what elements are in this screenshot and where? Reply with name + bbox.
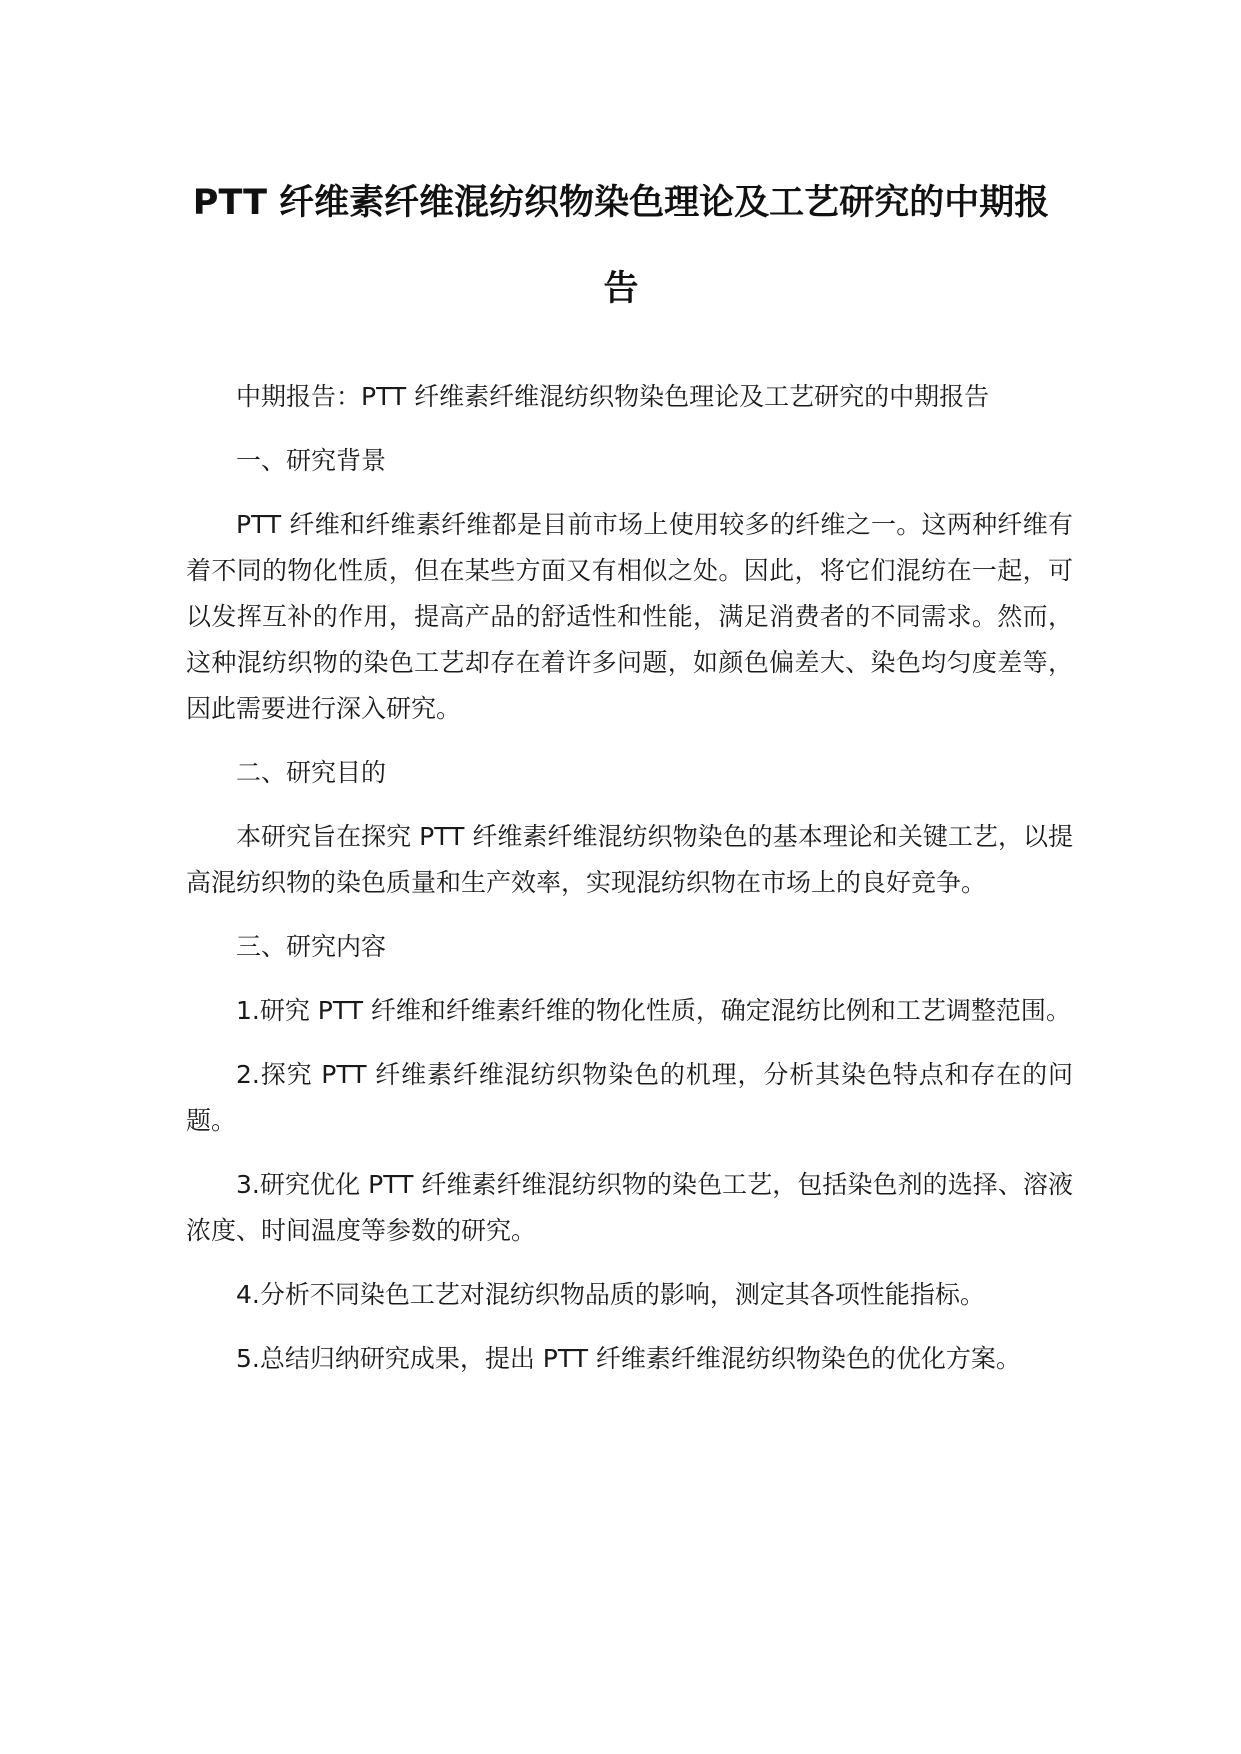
document-title: PTT 纤维素纤维混纺织物染色理论及工艺研究的中期报告 xyxy=(192,183,1050,309)
content-item-4: 4.分析不同染色工艺对混纺织物品质的影响，测定其各项性能指标。 xyxy=(236,1280,985,1309)
content-item-2: 2.探究 PTT 纤维素纤维混纺织物染色的机理，分析其染色特点和存在的问题。 xyxy=(186,1060,1073,1135)
intro-paragraph: 中期报告：PTT 纤维素纤维混纺织物染色理论及工艺研究的中期报告 xyxy=(236,382,990,411)
document-body xyxy=(186,374,1073,1400)
content-item-5: 5.总结归纳研究成果，提出 PTT 纤维素纤维混纺织物染色的优化方案。 xyxy=(236,1344,1021,1373)
content-item-3: 3.研究优化 PTT 纤维素纤维混纺织物的染色工艺，包括染色剂的选择、溶液浓度、时间温度等参数的研究。 xyxy=(186,1170,1073,1245)
purpose-paragraph: 本研究旨在探究 PTT 纤维素纤维混纺织物染色的基本理论和关键工艺，以提高混纺织物的染色质量和生产效率，实现混纺织物在市场上的良好竞争。 xyxy=(186,822,1073,897)
content-item-1: 1.研究 PTT 纤维和纤维素纤维的物化性质，确定混纺比例和工艺调整范围。 xyxy=(236,996,1071,1025)
section-heading-background: 一、研究背景 xyxy=(236,446,387,475)
background-paragraph: PTT 纤维和纤维素纤维都是目前市场上使用较多的纤维之一。这两种纤维有着不同的物化性质，但在某些方面又有相似之处。因此，将它们混纺在一起，可以发挥互补的作用，提高产品的舒适性和性能，满足消费者的不同需求。然而，这种混纺织物的染色工艺却存在着许多问题，如颜色偏差大、染色均匀度差等，因此需要进行深入研究。 xyxy=(186,510,1073,723)
section-heading-content: 三、研究内容 xyxy=(236,932,387,961)
section-heading-purpose: 二、研究目的 xyxy=(236,758,387,787)
